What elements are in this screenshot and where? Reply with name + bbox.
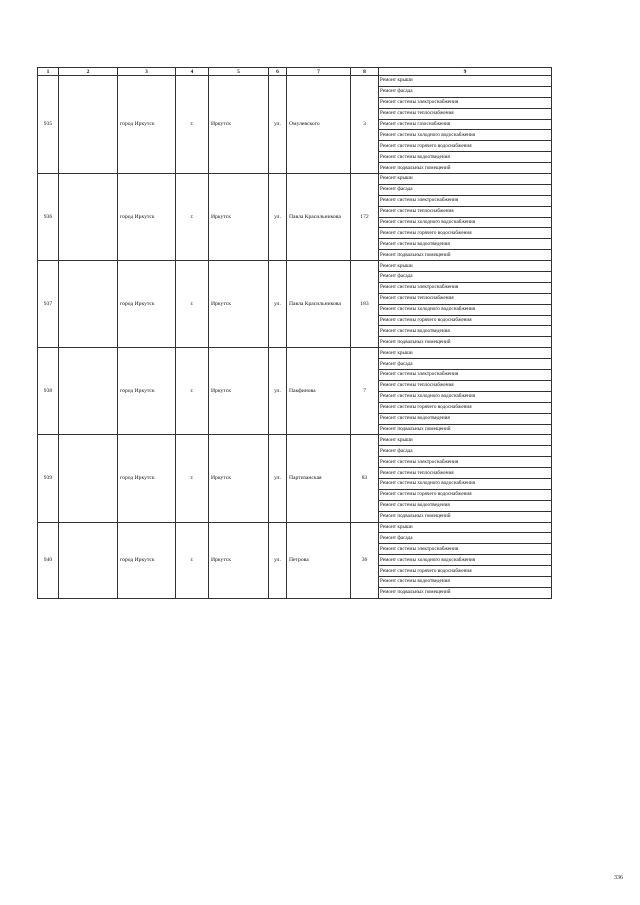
record-work-item: Ремонт подвальных помещений	[379, 424, 552, 435]
record-settlement: Иркутск	[209, 435, 269, 522]
record-work-item: Ремонт системы водоотведения	[379, 413, 552, 424]
record-work-item: Ремонт системы холодного водоснабжения	[379, 555, 552, 566]
record-work-item: Ремонт системы электроснабжения	[379, 544, 552, 555]
record-street-type: ул.	[269, 174, 287, 261]
record-city: город Иркутск	[118, 261, 176, 348]
record-street-type: ул.	[269, 76, 287, 174]
record-work-item: Ремонт системы электроснабжения	[379, 97, 552, 108]
record-city: город Иркутск	[118, 76, 176, 174]
record-settlement-type: г.	[176, 76, 209, 174]
record-number: 938	[38, 348, 59, 435]
header-col-3: 3	[118, 68, 176, 76]
record-house: 3	[351, 76, 379, 174]
record-work-item: Ремонт системы водоотведения	[379, 326, 552, 337]
record-work-item: Ремонт системы холодного водоснабжения	[379, 391, 552, 402]
record-col-2	[59, 174, 118, 261]
record-street: Павла Красильникова	[287, 261, 351, 348]
record-settlement-type: г.	[176, 174, 209, 261]
record-work-item: Ремонт крыши	[379, 174, 552, 185]
record-street: Партизанская	[287, 435, 351, 522]
record-work-item: Ремонт фасада	[379, 86, 552, 97]
record-street: Петрова	[287, 522, 351, 598]
record-house: 183	[351, 261, 379, 348]
record-work-item: Ремонт фасада	[379, 533, 552, 544]
record-street-type: ул.	[269, 435, 287, 522]
housing-repair-table	[37, 67, 552, 599]
record-work-item: Ремонт системы теплоснабжения	[379, 206, 552, 217]
record-settlement: Иркутск	[209, 261, 269, 348]
record-work-item: Ремонт системы холодного водоснабжения	[379, 130, 552, 141]
record-work-item: Ремонт подвальных помещений	[379, 587, 552, 598]
record-work-item: Ремонт системы водоотведения	[379, 500, 552, 511]
record-work-item: Ремонт крыши	[379, 435, 552, 446]
record-work-item: Ремонт подвальных помещений	[379, 250, 552, 261]
record-number: 940	[38, 522, 59, 598]
record-settlement-type: г.	[176, 348, 209, 435]
record-work-item: Ремонт подвальных помещений	[379, 511, 552, 522]
record-number: 936	[38, 174, 59, 261]
record-work-item: Ремонт системы водоотведения	[379, 152, 552, 163]
record-work-item: Ремонт системы теплоснабжения	[379, 293, 552, 304]
header-col-9: 9	[379, 68, 552, 76]
table-row	[38, 522, 552, 533]
header-row	[38, 68, 552, 76]
record-city: город Иркутск	[118, 348, 176, 435]
header-col-6: 6	[269, 68, 287, 76]
record-work-item: Ремонт системы водоотведения	[379, 576, 552, 587]
record-settlement: Иркутск	[209, 348, 269, 435]
record-street-type: ул.	[269, 522, 287, 598]
record-work-item: Ремонт фасада	[379, 359, 552, 370]
record-work-item: Ремонт системы горячего водоснабжения	[379, 141, 552, 152]
record-col-2	[59, 435, 118, 522]
header-col-5: 5	[209, 68, 269, 76]
record-work-item: Ремонт системы горячего водоснабжения	[379, 228, 552, 239]
record-street-type: ул.	[269, 261, 287, 348]
record-work-item: Ремонт крыши	[379, 522, 552, 533]
table-row	[38, 348, 552, 359]
record-work-item: Ремонт крыши	[379, 261, 552, 272]
record-work-item: Ремонт системы горячего водоснабжения	[379, 489, 552, 500]
record-settlement: Иркутск	[209, 76, 269, 174]
record-work-item: Ремонт системы электроснабжения	[379, 282, 552, 293]
record-work-item: Ремонт системы горячего водоснабжения	[379, 566, 552, 577]
page-number: 336	[614, 875, 623, 881]
table-row	[38, 261, 552, 272]
record-work-item: Ремонт системы теплоснабжения	[379, 108, 552, 119]
record-work-item: Ремонт крыши	[379, 348, 552, 359]
record-number: 939	[38, 435, 59, 522]
record-work-item: Ремонт системы водоотведения	[379, 239, 552, 250]
record-work-item: Ремонт крыши	[379, 76, 552, 87]
record-work-item: Ремонт фасада	[379, 272, 552, 283]
record-city: город Иркутск	[118, 522, 176, 598]
record-work-item: Ремонт системы газоснабжения	[379, 119, 552, 130]
record-work-item: Ремонт системы электроснабжения	[379, 195, 552, 206]
record-work-item: Ремонт системы холодного водоснабжения	[379, 478, 552, 489]
record-street-type: ул.	[269, 348, 287, 435]
record-house: 172	[351, 174, 379, 261]
record-work-item: Ремонт системы горячего водоснабжения	[379, 402, 552, 413]
record-col-2	[59, 76, 118, 174]
header-col-1: 1	[38, 68, 59, 76]
record-col-2	[59, 522, 118, 598]
header-col-8: 8	[351, 68, 379, 76]
record-work-item: Ремонт системы электроснабжения	[379, 457, 552, 468]
record-work-item: Ремонт системы холодного водоснабжения	[379, 304, 552, 315]
record-settlement-type: г.	[176, 435, 209, 522]
record-work-item: Ремонт фасада	[379, 446, 552, 457]
record-settlement-type: г.	[176, 261, 209, 348]
table-row	[38, 76, 552, 87]
header-col-2: 2	[59, 68, 118, 76]
record-number: 935	[38, 76, 59, 174]
record-work-item: Ремонт фасада	[379, 184, 552, 195]
record-settlement-type: г.	[176, 522, 209, 598]
record-city: город Иркутск	[118, 174, 176, 261]
table-row	[38, 435, 552, 446]
record-work-item: Ремонт подвальных помещений	[379, 337, 552, 348]
record-city: город Иркутск	[118, 435, 176, 522]
record-house: 83	[351, 435, 379, 522]
table-row	[38, 174, 552, 185]
record-col-2	[59, 348, 118, 435]
record-work-item: Ремонт системы горячего водоснабжения	[379, 315, 552, 326]
record-settlement: Иркутск	[209, 174, 269, 261]
record-house: 7	[351, 348, 379, 435]
header-col-7: 7	[287, 68, 351, 76]
header-col-4: 4	[176, 68, 209, 76]
record-number: 937	[38, 261, 59, 348]
record-work-item: Ремонт подвальных помещений	[379, 163, 552, 174]
record-work-item: Ремонт системы теплоснабжения	[379, 380, 552, 391]
record-street: Омулевского	[287, 76, 351, 174]
record-street: Пакфинова	[287, 348, 351, 435]
record-street: Павла Красильникова	[287, 174, 351, 261]
record-settlement: Иркутск	[209, 522, 269, 598]
record-col-2	[59, 261, 118, 348]
record-work-item: Ремонт системы теплоснабжения	[379, 468, 552, 479]
record-work-item: Ремонт системы электроснабжения	[379, 370, 552, 381]
record-work-item: Ремонт системы холодного водоснабжения	[379, 217, 552, 228]
record-house: 36	[351, 522, 379, 598]
